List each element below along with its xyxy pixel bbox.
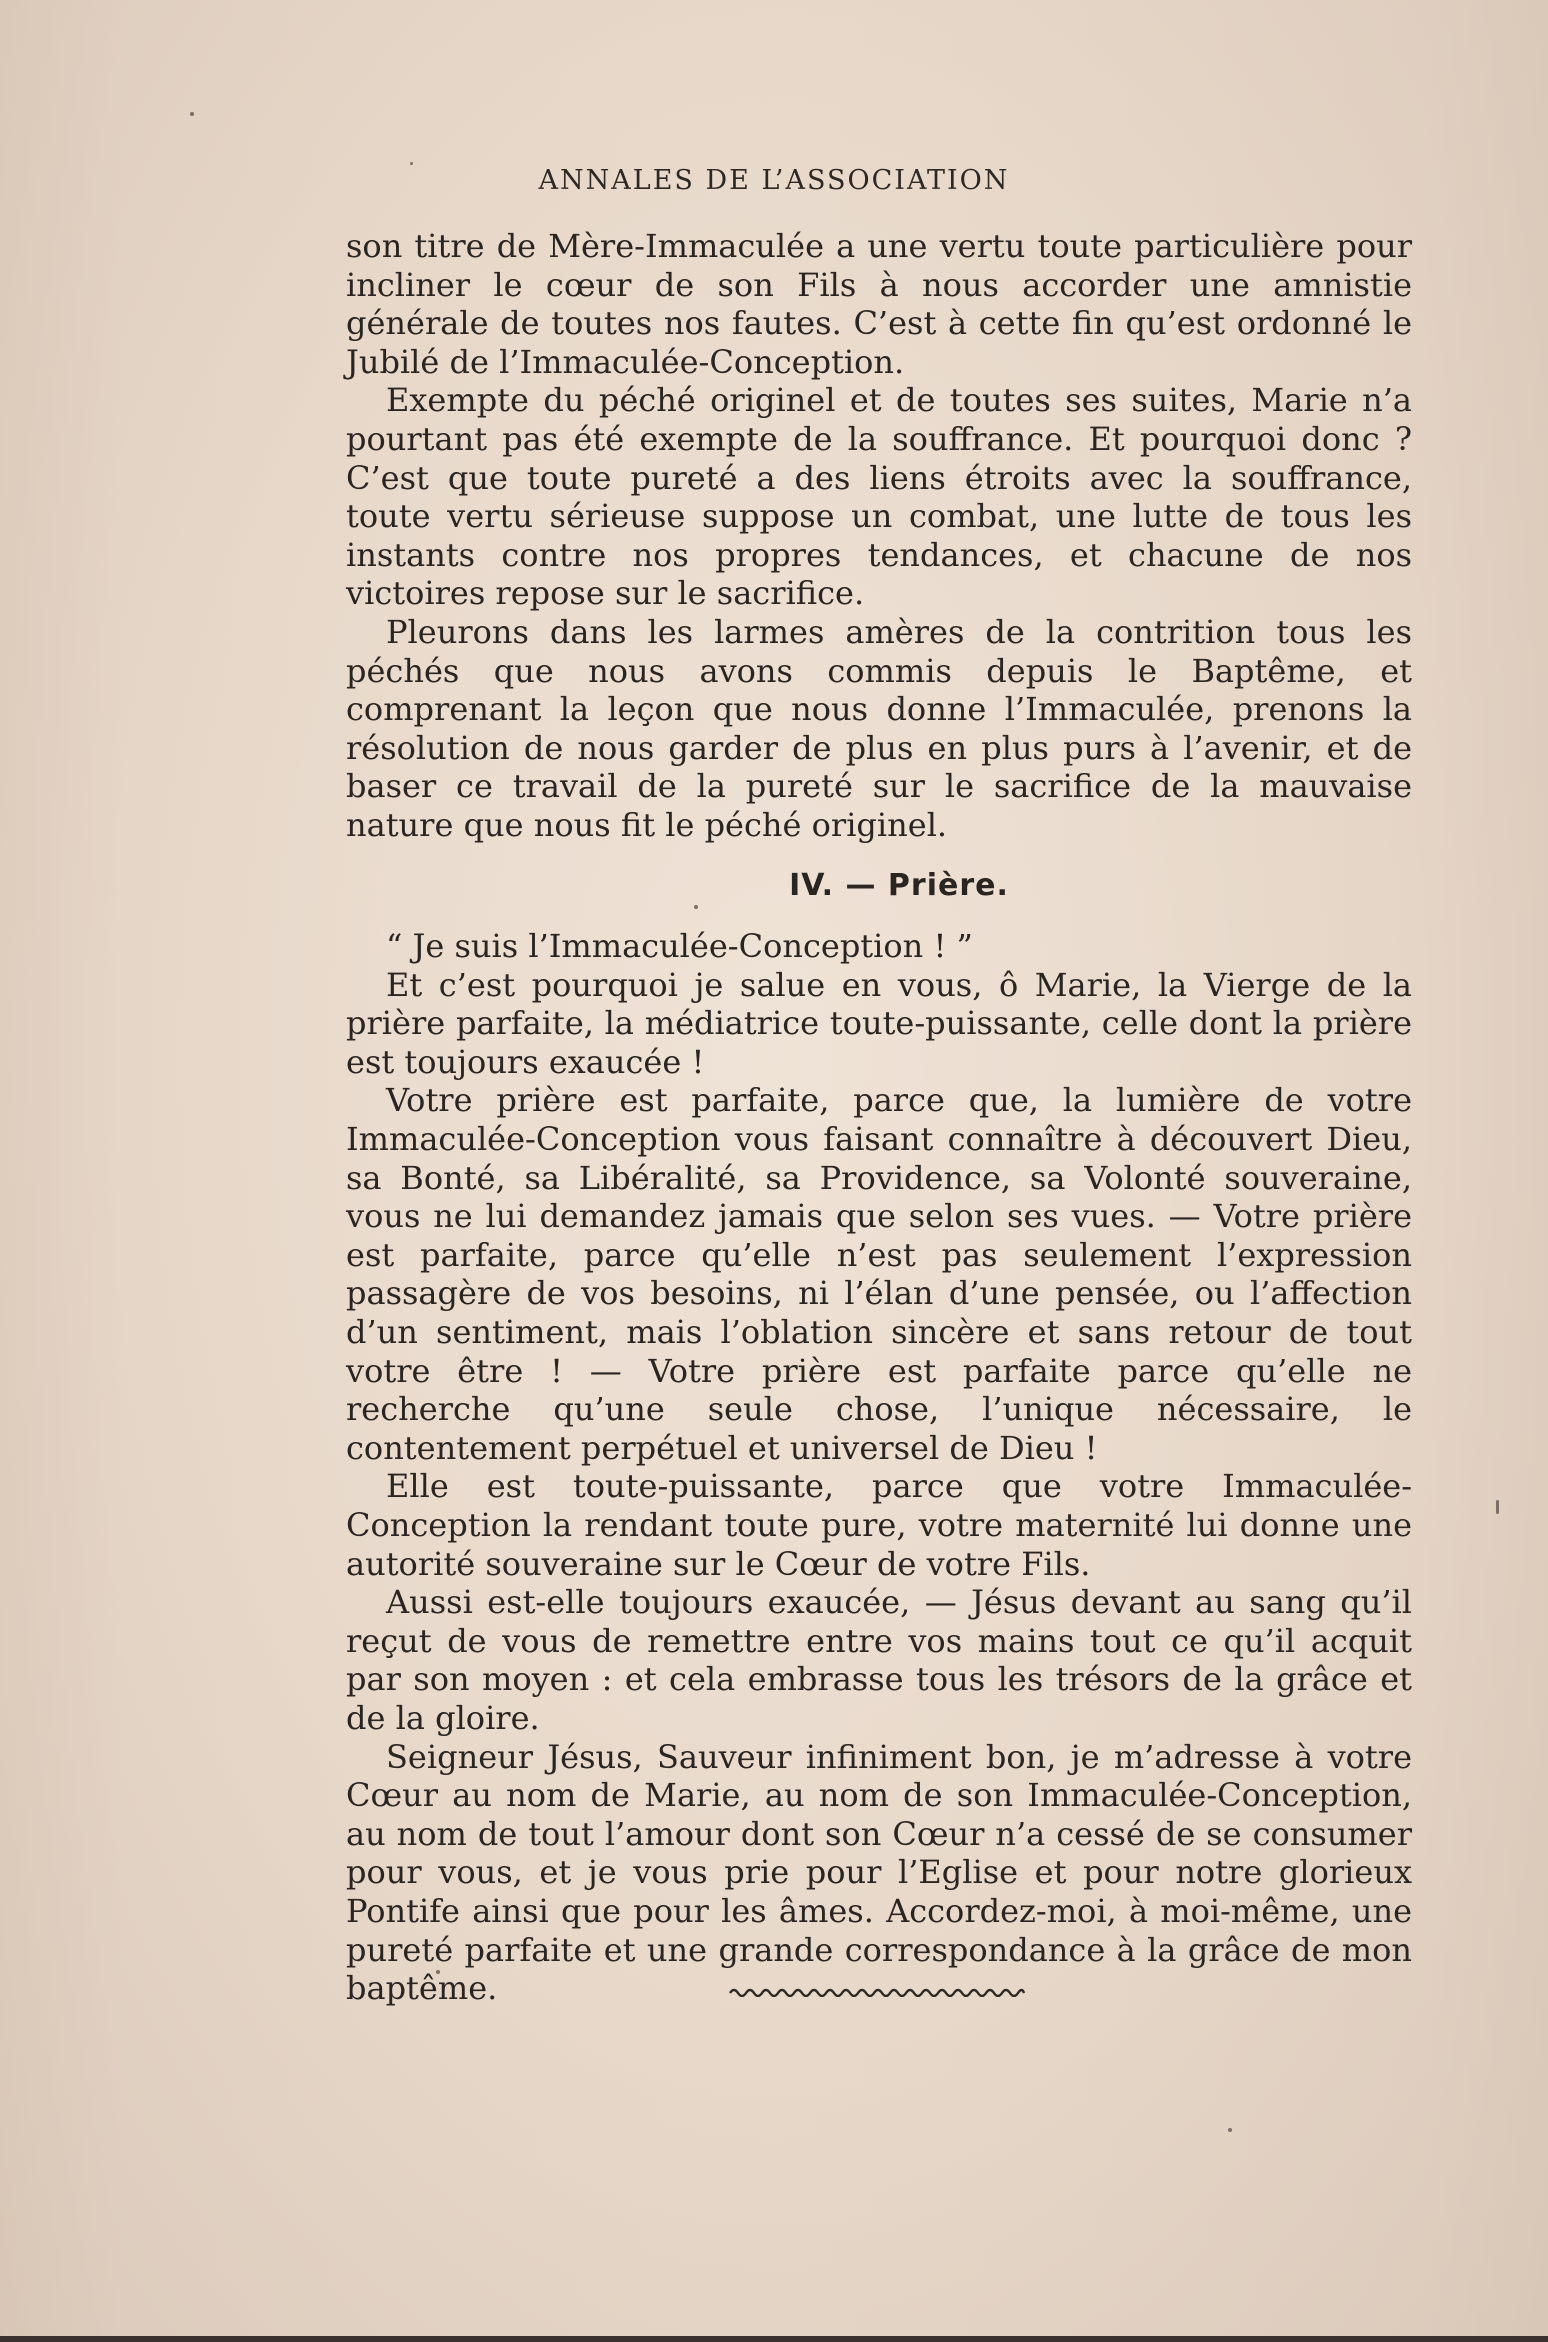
paper-speck xyxy=(190,112,194,116)
paragraph: Votre prière est parfaite, parce que, la lumière de votre Immaculée-Conception vous faisant connaître à découvert Dieu, sa Bonté, sa Libéralité, sa Providence, sa Volonté souveraine, vous ne lui demandez jamais que selon ses vues. — Votre prière est parfaite, parce qu’elle n’est pas seulement l’expression passagère de vos besoins, ni l’élan d’une pensée, ou l’affection d’un sentiment, mais l’oblation sincère et sans retour de tout votre être ! — Votre prière est parfaite parce qu’elle ne recherche qu’une seule chose, l’unique nécessaire, le contentement perpétuel et universel de Dieu ! xyxy=(346,1081,1412,1467)
paragraph: Aussi est-elle toujours exaucée, — Jésus devant au sang qu’il reçut de vous de remettre entre vos mains tout ce qu’il acquit par son moyen : et cela embrasse tous les trésors de la grâce et de la gloire. xyxy=(346,1583,1412,1737)
quote-paragraph: “ Je suis l’Immaculée-Conception ! ” xyxy=(386,927,973,966)
paper-speck xyxy=(1228,2128,1232,2132)
running-header: ANNALES DE L’ASSOCIATION xyxy=(538,165,1010,196)
ornament-divider xyxy=(728,1985,1026,1997)
body-text xyxy=(346,227,1412,2008)
paragraph: Elle est toute-puissante, parce que votre Immaculée-Conception la rendant toute pure, votre maternité lui donne une autorité souveraine sur le Cœur de votre Fils. xyxy=(346,1467,1412,1583)
paragraph: Pleurons dans les larmes amères de la contrition tous les péchés que nous avons commis depuis le Baptême, et comprenant la leçon que nous donne l’Immaculée, prenons la résolution de nous garder de plus en plus purs à l’avenir, et de baser ce travail de la pureté sur le sacrifice de la mauvaise nature que nous fit le péché originel. xyxy=(346,612,1412,844)
paragraph: son titre de Mère-Immaculée a une vertu toute particulière pour incliner le cœur de son Fils à nous accorder une amnistie générale de toutes nos fautes. C’est à cette fin qu’est ordonné le Jubilé de l’Immaculée-Conception. xyxy=(346,227,1412,381)
paragraph: Exempte du péché originel et de toutes ses suites, Marie n’a pourtant pas été exempte de la souffrance. Et pourquoi donc ? C’est que toute pureté a des liens étroits avec la souffrance, toute vertu sérieuse suppose un combat, une lutte de tous les instants contre nos propres tendances, et chacune de nos victoires repose sur le sacrifice. xyxy=(346,381,1412,613)
page-bottom-edge xyxy=(0,2336,1548,2342)
paragraph: Et c’est pourquoi je salue en vous, ô Marie, la Vierge de la prière parfaite, la médiatrice toute-puissante, celle dont la prière est toujours exaucée ! xyxy=(346,965,1412,1081)
paragraph: Seigneur Jésus, Sauveur infiniment bon, je m’adresse à votre Cœur au nom de Marie, au nom de son Immaculée-Conception, au nom de tout l’amour dont son Cœur n’a cessé de se consumer pour vous, et je vous prie pour l’Eglise et pour notre glorieux Pontife ainsi que pour les âmes. Accordez-moi, à moi-même, une pureté parfaite et une grande correspondance à la grâce de mon baptême. xyxy=(346,1737,1412,2008)
section-heading: IV. — Prière. xyxy=(789,867,1009,903)
paper-mark xyxy=(1496,1500,1499,1514)
